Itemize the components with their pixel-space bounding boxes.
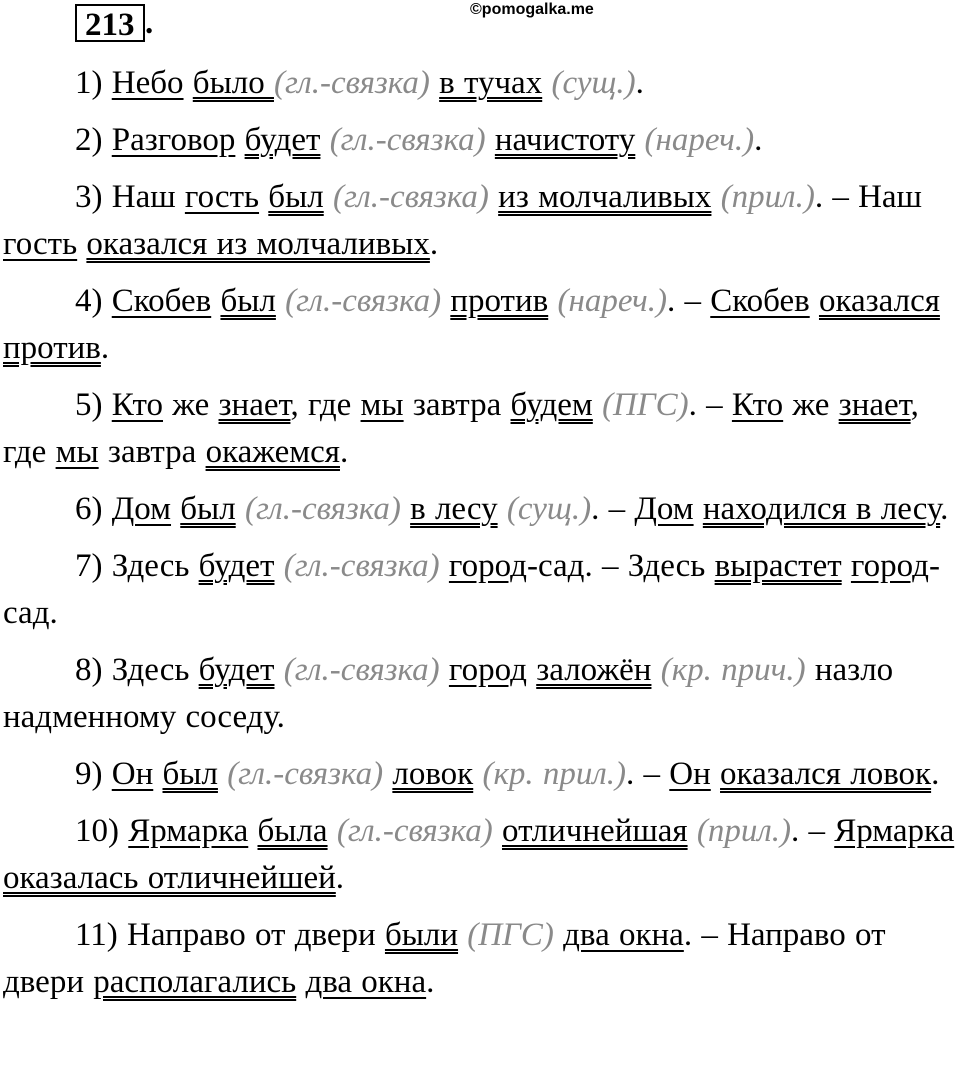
subject-word: Скобев: [710, 283, 810, 319]
plain-text: [235, 122, 244, 158]
subject-word: город: [850, 548, 929, 584]
plain-text: [489, 179, 498, 215]
answer-item-5: [3, 382, 958, 476]
plain-text: [320, 122, 329, 158]
plain-text: .: [754, 122, 763, 158]
plain-text: [694, 491, 703, 527]
answer-item-10: [3, 808, 958, 902]
plain-text: 5): [75, 387, 112, 423]
plain-text: . – Наш: [814, 179, 922, 215]
plain-text: [276, 283, 285, 319]
plain-text: 6): [75, 491, 112, 527]
plain-text: [171, 491, 180, 527]
predicate-word: было: [192, 65, 274, 101]
plain-text: [498, 491, 507, 527]
subject-word: Небо: [111, 65, 184, 101]
plain-text: же: [783, 387, 839, 423]
plain-text: 9): [75, 756, 112, 792]
plain-text: [458, 917, 467, 953]
plain-text: завтра: [403, 387, 511, 423]
plain-text: [842, 548, 851, 584]
answer-item-3: [3, 174, 958, 268]
watermark: ©pomogalka.me: [470, 1, 594, 18]
predicate-word: начистоту: [494, 122, 636, 158]
plain-text: 10): [75, 813, 129, 849]
plain-text: . –: [626, 756, 670, 792]
plain-text: 8) Здесь: [75, 652, 199, 688]
predicate-word: был: [220, 283, 276, 319]
plain-text: [486, 122, 495, 158]
plain-text: [554, 917, 563, 953]
grammar-note: (гл.-связка): [244, 491, 401, 527]
plain-text: [274, 652, 283, 688]
predicate-word: был: [180, 491, 236, 527]
predicate-word: будем: [510, 387, 593, 423]
grammar-note: (гл.-связка): [283, 652, 440, 688]
plain-text: 1): [75, 65, 112, 101]
plain-text: [218, 756, 227, 792]
plain-text: 3) Наш: [75, 179, 185, 215]
grammar-note: (ПГС): [467, 917, 554, 953]
answer-item-7: [3, 543, 958, 637]
subject-word: два окна: [305, 964, 427, 1000]
answer-item-1: [3, 60, 958, 107]
plain-text: .: [335, 860, 345, 896]
plain-text: завтра: [98, 434, 206, 470]
subject-word: Разговор: [111, 122, 236, 158]
predicate-word: были: [384, 917, 459, 953]
subject-word: гость: [3, 226, 78, 262]
plain-text: , где: [290, 387, 361, 423]
plain-text: [328, 813, 337, 849]
plain-text: . –: [688, 387, 732, 423]
plain-text: [236, 491, 245, 527]
task-number: 213: [75, 4, 145, 42]
plain-text: назло надменному соседу.: [3, 652, 894, 735]
subject-word: город: [448, 652, 527, 688]
subject-word: мы: [55, 434, 99, 470]
subject-word: Кто: [111, 387, 163, 423]
plain-text: [324, 179, 333, 215]
plain-text: [711, 179, 720, 215]
grammar-note: (гл.-связка): [227, 756, 384, 792]
plain-text: [593, 387, 602, 423]
answer-item-11: [3, 912, 958, 1006]
plain-text: [711, 756, 720, 792]
plain-text: [153, 756, 162, 792]
subject-word: Ярмарка: [128, 813, 249, 849]
subject-word: Он: [111, 756, 154, 792]
plain-text: .: [426, 964, 435, 1000]
plain-text: же: [163, 387, 219, 423]
plain-text: .: [940, 491, 949, 527]
grammar-note: (гл.-связка): [273, 65, 430, 101]
grammar-note: (сущ.): [551, 65, 636, 101]
predicate-word: отличнейшая: [502, 813, 688, 849]
subject-word: город: [448, 548, 527, 584]
answer-item-2: [3, 117, 958, 164]
plain-text: [810, 283, 819, 319]
grammar-note: (нареч.): [557, 283, 668, 319]
predicate-word: знает: [218, 387, 291, 423]
grammar-note: (гл.-связка): [332, 179, 489, 215]
plain-text: [527, 652, 536, 688]
predicate-word: в лесу: [410, 491, 498, 527]
plain-text: [401, 491, 410, 527]
predicate-word: был: [268, 179, 324, 215]
plain-text: . –: [667, 283, 711, 319]
plain-text: [383, 756, 392, 792]
plain-text: .: [635, 65, 644, 101]
plain-text: [635, 122, 644, 158]
plain-text: 2): [75, 122, 112, 158]
predicate-word: будет: [198, 548, 275, 584]
predicate-word: оказался из молчаливых: [86, 226, 430, 262]
grammar-note: (кр. прич.): [660, 652, 806, 688]
plain-text: . –: [790, 813, 835, 849]
plain-text: [440, 548, 449, 584]
plain-text: .: [339, 434, 349, 470]
grammar-note: (сущ.): [506, 491, 592, 527]
plain-text: .: [100, 330, 110, 366]
plain-text: . –: [591, 491, 635, 527]
plain-text: [651, 652, 660, 688]
plain-text: -сад. – Здесь: [526, 548, 715, 584]
grammar-note: (гл.-связка): [283, 548, 440, 584]
predicate-word: располагались: [93, 964, 297, 1000]
subject-word: Ярмарка: [834, 813, 955, 849]
plain-text: [688, 813, 697, 849]
subject-word: гость: [184, 179, 260, 215]
predicate-word: будет: [244, 122, 321, 158]
answer-item-8: [3, 647, 958, 741]
predicate-word: оказался против: [3, 283, 940, 366]
predicate-word: заложён: [536, 652, 652, 688]
grammar-note: (прил.): [720, 179, 815, 215]
subject-word: Дом: [111, 491, 172, 527]
plain-text: .: [931, 756, 940, 792]
answer-item-9: [3, 751, 958, 798]
predicate-word: против: [450, 283, 549, 319]
plain-text: 4): [75, 283, 112, 319]
subject-word: два окна: [563, 917, 684, 953]
subject-word: Кто: [731, 387, 784, 423]
predicate-word: окажемся: [205, 434, 340, 470]
plain-text: [441, 283, 450, 319]
grammar-note: (гл.-связка): [336, 813, 493, 849]
predicate-word: будет: [198, 652, 275, 688]
predicate-word: был: [162, 756, 218, 792]
subject-word: Дом: [634, 491, 694, 527]
plain-text: [184, 65, 193, 101]
plain-text: [259, 179, 268, 215]
plain-text: , где: [3, 387, 919, 470]
predicate-word: в тучах: [439, 65, 543, 101]
grammar-note: (гл.-связка): [285, 283, 442, 319]
predicate-word: знает: [838, 387, 911, 423]
grammar-note: (прил.): [696, 813, 791, 849]
predicate-word: вырастет: [714, 548, 842, 584]
grammar-note: (гл.-связка): [329, 122, 486, 158]
predicate-word: из молчаливых: [498, 179, 712, 215]
grammar-note: (кр. прил.): [482, 756, 627, 792]
plain-text: . – Направо от двери: [3, 917, 886, 1000]
answer-item-6: [3, 486, 958, 533]
subject-word: мы: [360, 387, 404, 423]
predicate-word: оказалась отличнейшей: [3, 860, 336, 896]
plain-text: [430, 65, 439, 101]
subject-word: Он: [669, 756, 711, 792]
plain-text: 11) Направо от двери: [75, 917, 385, 953]
task-number-dot: .: [145, 5, 154, 41]
answer-item-4: [3, 278, 958, 372]
plain-text: [493, 813, 502, 849]
grammar-note: (ПГС): [602, 387, 689, 423]
predicate-word: была: [257, 813, 328, 849]
task-header: [0, 0, 960, 60]
plain-text: 7) Здесь: [75, 548, 199, 584]
plain-text: .: [429, 226, 439, 262]
predicate-word: оказался ловок: [720, 756, 932, 792]
plain-text: [248, 813, 257, 849]
plain-text: [274, 548, 283, 584]
predicate-word: ловок: [392, 756, 474, 792]
grammar-note: (нареч.): [644, 122, 755, 158]
exercise-answer-list: [3, 60, 958, 1016]
plain-text: -сад.: [3, 548, 940, 631]
plain-text: [440, 652, 449, 688]
predicate-word: находился в лесу: [702, 491, 941, 527]
subject-word: Скобев: [111, 283, 212, 319]
